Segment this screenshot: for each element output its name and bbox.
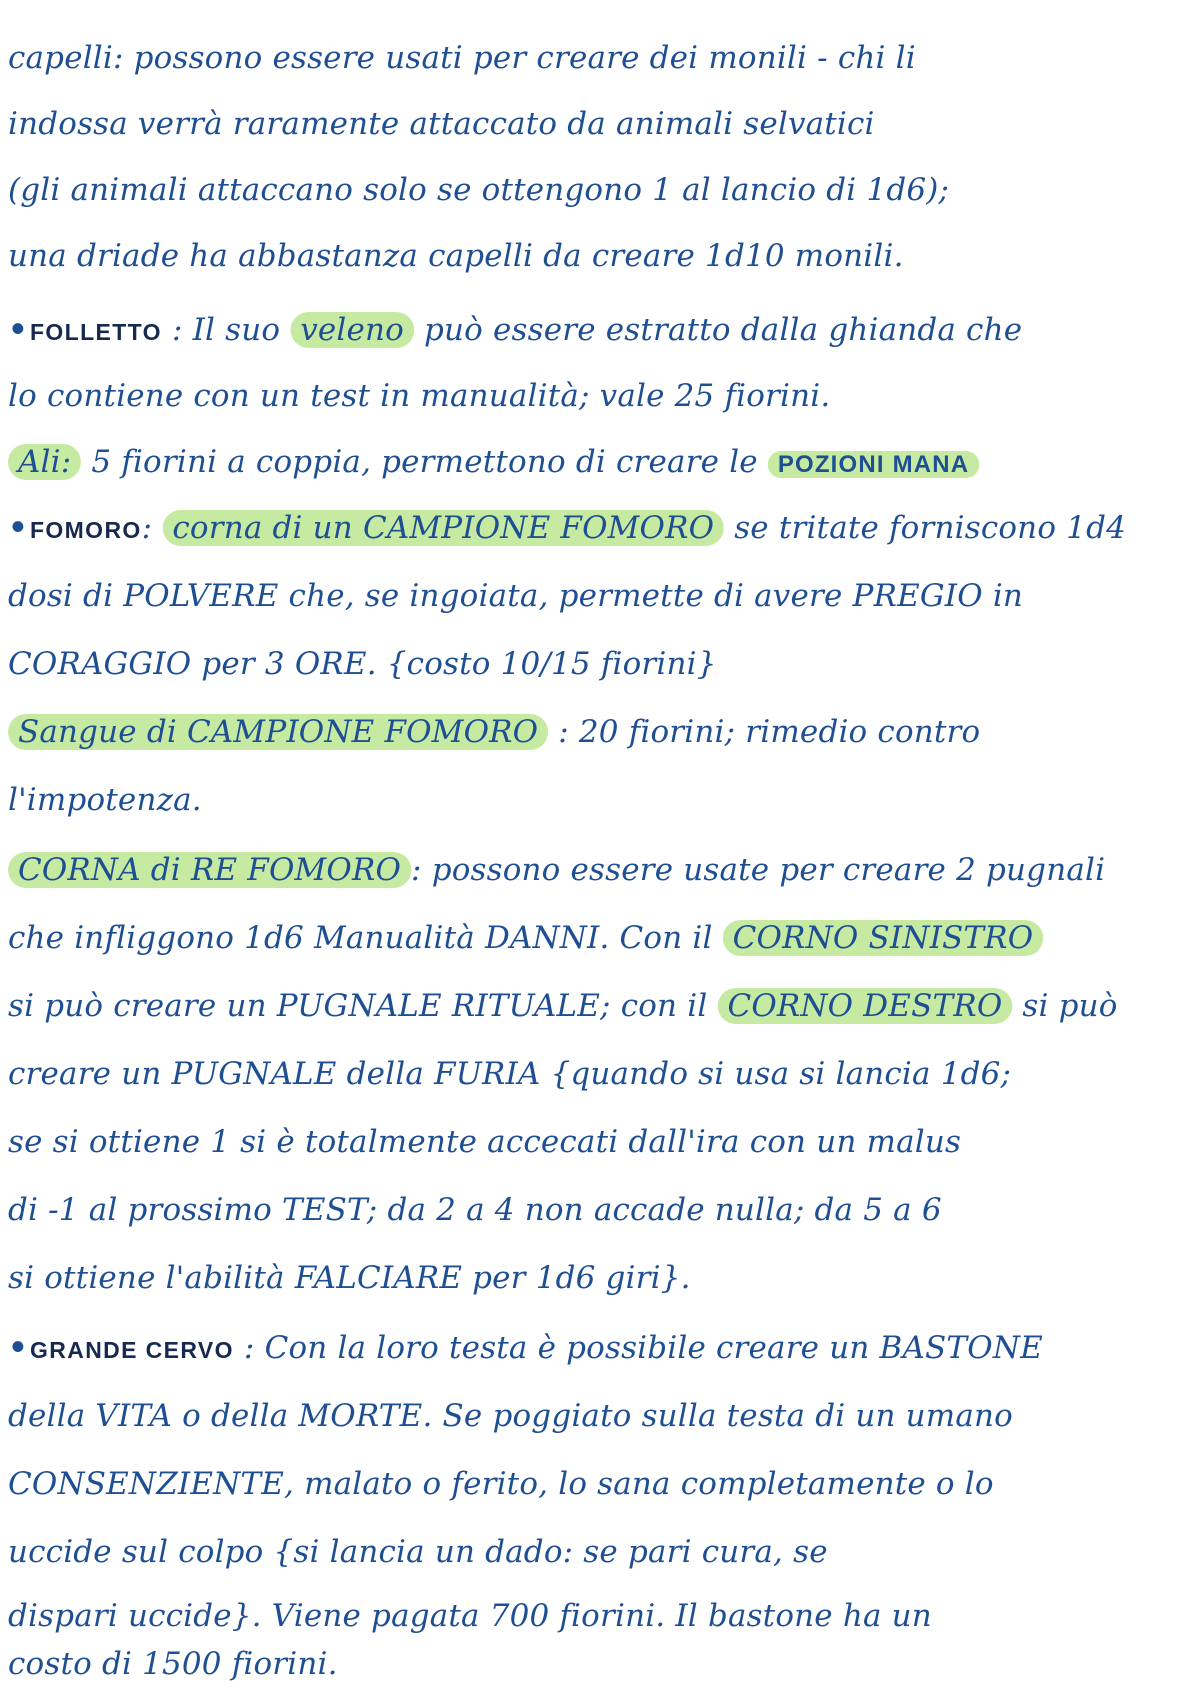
bullet-point: • — [8, 510, 28, 546]
section-folletto — [8, 300, 1188, 360]
section-title: GRANDE CERVO — [29, 1337, 234, 1363]
text-line — [8, 1112, 1188, 1172]
highlighted-term: CORNO DESTRO — [717, 988, 1012, 1024]
section-fomoro — [8, 498, 1188, 558]
line-text: dispari uccide}. Viene pagata 700 fiorini. Il bastone ha un — [8, 1598, 932, 1634]
line-text: creare un PUGNALE della FURIA {quando si usa si lancia 1d6; — [8, 1056, 1012, 1092]
text-line — [8, 1180, 1188, 1240]
line-text: lo contiene con un test in manualità; vale 25 fiorini. — [8, 378, 831, 414]
highlighted-term: Sangue di CAMPIONE FOMORO — [8, 714, 548, 750]
line-text: della VITA o della MORTE. Se poggiato sulla testa di un umano — [8, 1398, 1013, 1434]
text-line — [8, 226, 1188, 286]
line-text: si può creare un PUGNALE RITUALE; con il — [8, 988, 718, 1024]
line-text: : Il suo — [161, 312, 291, 348]
line-text: : possono essere usate per creare 2 pugnali — [411, 852, 1106, 888]
text-line — [8, 94, 1188, 154]
line-text: : Con la loro testa è possibile creare un BASTONE — [233, 1330, 1043, 1366]
bullet-point: • — [8, 312, 28, 348]
line-text: una driade ha abbastanza capelli da creare 1d10 monili. — [8, 238, 904, 274]
section-title: FOLLETTO — [29, 319, 162, 345]
line-text: CORAGGIO per 3 ORE. {costo 10/15 fiorini} — [8, 646, 717, 682]
line-text: che infliggono 1d6 Manualità DANNI. Con il — [8, 920, 723, 956]
text-line — [8, 1634, 1188, 1694]
highlighted-term: CORNA di RE FOMORO — [8, 852, 411, 888]
line-text: (gli animali attaccano solo se ottengono 1 al lancio di 1d6); — [8, 172, 950, 208]
text-line — [8, 366, 1188, 426]
highlighted-term: Ali: — [8, 444, 81, 480]
line-text: : — [141, 510, 163, 546]
text-line — [8, 28, 1188, 88]
line-text: 5 fiorini a coppia, permettono di creare le — [81, 444, 768, 480]
line-text: CONSENZIENTE, malato o ferito, lo sana completamente o lo — [8, 1466, 994, 1502]
line-text: può essere estratto dalla ghianda che — [413, 312, 1023, 348]
highlighted-term: veleno — [290, 312, 414, 348]
text-line — [8, 566, 1188, 626]
line-text: dosi di POLVERE che, se ingoiata, permette di avere PREGIO in — [8, 578, 1024, 614]
text-line — [8, 976, 1188, 1036]
text-line — [8, 840, 1188, 900]
text-line — [8, 634, 1188, 694]
section-grande-cervo — [8, 1318, 1188, 1378]
highlighted-term: CORNO SINISTRO — [723, 920, 1044, 956]
line-text: se si ottiene 1 si è totalmente accecati dall'ira con un malus — [8, 1124, 962, 1160]
text-line — [8, 1044, 1188, 1104]
highlighted-term: POZIONI MANA — [768, 451, 979, 478]
line-text: capelli: possono essere usati per creare dei monili - chi li — [8, 40, 916, 76]
line-text: se tritate forniscono 1d4 — [724, 510, 1126, 546]
text-line — [8, 432, 1188, 492]
text-line — [8, 702, 1188, 762]
line-text: : 20 fiorini; rimedio contro — [548, 714, 981, 750]
line-text: indossa verrà raramente attaccato da animali selvatici — [8, 106, 875, 142]
text-line — [8, 160, 1188, 220]
text-line — [8, 1386, 1188, 1446]
text-line — [8, 1248, 1188, 1308]
highlighted-term: corna di un CAMPIONE FOMORO — [162, 510, 724, 546]
line-text: l'impotenza. — [8, 782, 202, 818]
bullet-point: • — [8, 1330, 28, 1366]
text-line — [8, 908, 1188, 968]
line-text: di -1 al prossimo TEST; da 2 a 4 non accade nulla; da 5 a 6 — [8, 1192, 942, 1228]
text-line — [8, 1454, 1188, 1514]
line-text: si ottiene l'abilità FALCIARE per 1d6 giri}. — [8, 1260, 691, 1296]
text-line — [8, 770, 1188, 830]
line-text: si può — [1012, 988, 1118, 1024]
section-title: FOMORO — [29, 517, 142, 543]
line-text: costo di 1500 fiorini. — [8, 1646, 338, 1682]
line-text: uccide sul colpo {si lancia un dado: se pari cura, se — [8, 1534, 828, 1570]
text-line — [8, 1522, 1188, 1582]
